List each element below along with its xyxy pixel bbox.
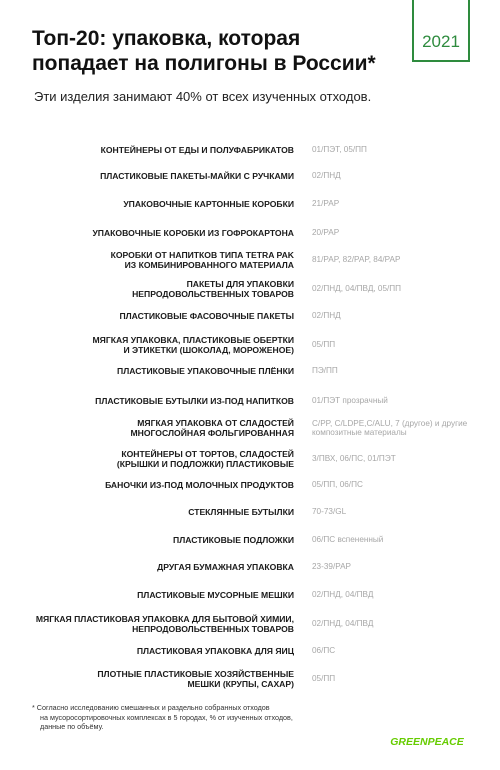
item-code-line: C/PP, C/LDPE,C/ALU, 7 (другое) и другие <box>312 418 468 428</box>
item-code <box>312 590 373 600</box>
item-code-line: 23-39/PAP <box>312 562 351 572</box>
item-name <box>93 335 294 356</box>
item-name <box>157 562 294 573</box>
item-code <box>312 619 373 629</box>
item-name <box>92 228 294 239</box>
item-code <box>312 646 335 656</box>
item-name <box>137 590 294 601</box>
item-name-line: ПЛАСТИКОВЫЕ УПАКОВОЧНЫЕ ПЛЁНКИ <box>117 365 294 376</box>
item-code <box>312 562 351 572</box>
item-name <box>123 199 294 210</box>
item-name-line: МЕШКИ (КРУПЫ, САХАР) <box>187 679 294 689</box>
item-name-line: МЯГКАЯ ПЛАСТИКОВАЯ УПАКОВКА ДЛЯ БЫТОВОЙ ХИМИИ, <box>35 613 294 624</box>
item-name-line: ПЛОТНЫЕ ПЛАСТИКОВЫЕ ХОЗЯЙСТВЕННЫЕ <box>97 668 294 679</box>
item-code <box>312 535 383 545</box>
item-code <box>312 199 339 209</box>
item-code-line: 06/ПС вспененный <box>312 535 384 545</box>
item-name-line: КОНТЕЙНЕРЫ ОТ ТОРТОВ, СЛАДОСТЕЙ <box>121 448 294 459</box>
item-name <box>137 646 294 657</box>
item-code <box>312 228 339 238</box>
item-code-line: 21/PAP <box>312 199 340 209</box>
item-code-line: 02/ПНД, 04/ПВД <box>312 590 374 600</box>
footnote-line: * Согласно исследованию смешанных и раздельно собранных отходов <box>32 703 270 712</box>
item-code-line: 05/ПП <box>312 674 336 684</box>
item-code-line: 05/ПП, 06/ПС <box>312 480 363 490</box>
item-name <box>111 250 294 271</box>
item-code <box>312 145 367 155</box>
item-code <box>312 454 396 464</box>
footnote <box>32 703 352 732</box>
item-code-line: 02/ПНД <box>312 311 341 321</box>
item-name-line: УПАКОВОЧНЫЕ КАРТОННЫЕ КОРОБКИ <box>123 198 294 209</box>
item-code-line: ПЭ/ПП <box>312 366 338 376</box>
item-name <box>188 507 294 518</box>
item-name-line: БАНОЧКИ ИЗ-ПОД МОЛОЧНЫХ ПРОДУКТОВ <box>105 479 294 490</box>
item-name-line: МНОГОСЛОЙНАЯ ФОЛЬГИРОВАННАЯ <box>130 428 294 438</box>
item-name <box>95 396 294 407</box>
item-name-line: ПЛАСТИКОВЫЕ ФАСОВОЧНЫЕ ПАКЕТЫ <box>119 310 294 321</box>
item-code-line: 06/ПС <box>312 646 336 656</box>
item-name-line: НЕПРОДОВОЛЬСТВЕННЫХ ТОВАРОВ <box>132 624 294 634</box>
item-name-line: ПЛАСТИКОВЫЕ БУТЫЛКИ ИЗ-ПОД НАПИТКОВ <box>95 395 294 406</box>
item-name <box>100 171 294 182</box>
item-code-line: 20/PAP <box>312 228 340 238</box>
item-code <box>312 480 363 490</box>
item-name-line: КОНТЕЙНЕРЫ ОТ ЕДЫ И ПОЛУФАБРИКАТОВ <box>100 144 294 155</box>
item-name-line: ПЛАСТИКОВАЯ УПАКОВКА ДЛЯ ЯИЦ <box>136 645 294 656</box>
item-name <box>97 669 294 690</box>
item-code <box>312 284 401 294</box>
item-code-line: 70-73/GL <box>312 507 347 517</box>
item-code <box>312 340 335 350</box>
item-name-line: МЯГКАЯ УПАКОВКА, ПЛАСТИКОВЫЕ ОБЕРТКИ <box>92 334 294 345</box>
item-code <box>312 311 341 321</box>
page-title: Топ-20: упаковка, которая попадает на полигоны в России* <box>32 27 376 75</box>
item-name-line: МЯГКАЯ УПАКОВКА ОТ СЛАДОСТЕЙ <box>137 417 294 428</box>
item-name <box>131 418 295 439</box>
item-code-line: 05/ПП <box>312 340 336 350</box>
item-code <box>312 171 341 181</box>
item-name-line: (КРЫШКИ И ПОДЛОЖКИ) ПЛАСТИКОВЫЕ <box>116 459 294 469</box>
item-name <box>101 145 294 156</box>
item-code-line: 81/PAP, 82/PAP, 84/PAP <box>312 255 401 265</box>
item-name <box>173 535 294 546</box>
item-name-line: ДРУГАЯ БУМАЖНАЯ УПАКОВКА <box>157 561 294 572</box>
item-code <box>312 507 346 517</box>
page-subtitle: Эти изделия занимают 40% от всех изученных отходов. <box>34 89 372 104</box>
item-code <box>312 255 400 265</box>
greenpeace-logo <box>383 735 471 747</box>
item-code-line: 02/ПНД <box>312 171 341 181</box>
year-label: 2021 <box>422 32 460 51</box>
item-name <box>117 449 294 470</box>
item-code <box>312 366 338 376</box>
item-code <box>312 419 467 438</box>
item-name-line: ПЛАСТИКОВЫЕ ПАКЕТЫ-МАЙКИ С РУЧКАМИ <box>100 170 294 181</box>
item-code <box>312 396 388 406</box>
logo-text: GREENPEACE <box>390 736 464 747</box>
item-name <box>105 480 294 491</box>
item-code-line: 02/ПНД, 04/ПВД, 05/ПП <box>312 284 402 294</box>
item-name-line: И ЭТИКЕТКИ (ШОКОЛАД, МОРОЖЕНОЕ) <box>123 345 294 355</box>
item-code-line: 01/ПЭТ, 05/ПП <box>312 145 367 155</box>
item-code-line: 02/ПНД, 04/ПВД <box>312 619 374 629</box>
item-name-line: СТЕКЛЯННЫЕ БУТЫЛКИ <box>188 506 294 517</box>
footnote-line: данные по объёму. <box>40 722 104 732</box>
item-code-line: композитные материалы <box>312 428 407 437</box>
item-code-line: 01/ПЭТ прозрачный <box>312 396 388 406</box>
item-name <box>119 311 294 322</box>
item-name-line: ПЛАСТИКОВЫЕ МУСОРНЫЕ МЕШКИ <box>137 589 294 600</box>
item-name <box>132 279 294 300</box>
item-code <box>312 674 335 684</box>
item-name-line: ПЛАСТИКОВЫЕ ПОДЛОЖКИ <box>173 534 294 545</box>
item-code-line: 3/ПВХ, 06/ПС, 01/ПЭТ <box>312 454 396 464</box>
item-name-line: КОРОБКИ ОТ НАПИТКОВ ТИПА TETRA PAK <box>110 249 294 260</box>
item-name <box>36 614 294 635</box>
year-badge <box>412 0 470 62</box>
item-name-line: НЕПРОДОВОЛЬСТВЕННЫХ ТОВАРОВ <box>132 289 294 299</box>
item-name-line: ИЗ КОМБИНИРОВАННОГО МАТЕРИАЛА <box>124 260 294 270</box>
item-name-line: УПАКОВОЧНЫЕ КОРОБКИ ИЗ ГОФРОКАРТОНА <box>92 227 294 238</box>
item-name <box>117 366 294 377</box>
item-name-line: ПАКЕТЫ ДЛЯ УПАКОВКИ <box>186 278 294 289</box>
footnote-line: на мусоросортировочных комплексах в 5 городах, % от изученных отходов, <box>40 712 293 722</box>
